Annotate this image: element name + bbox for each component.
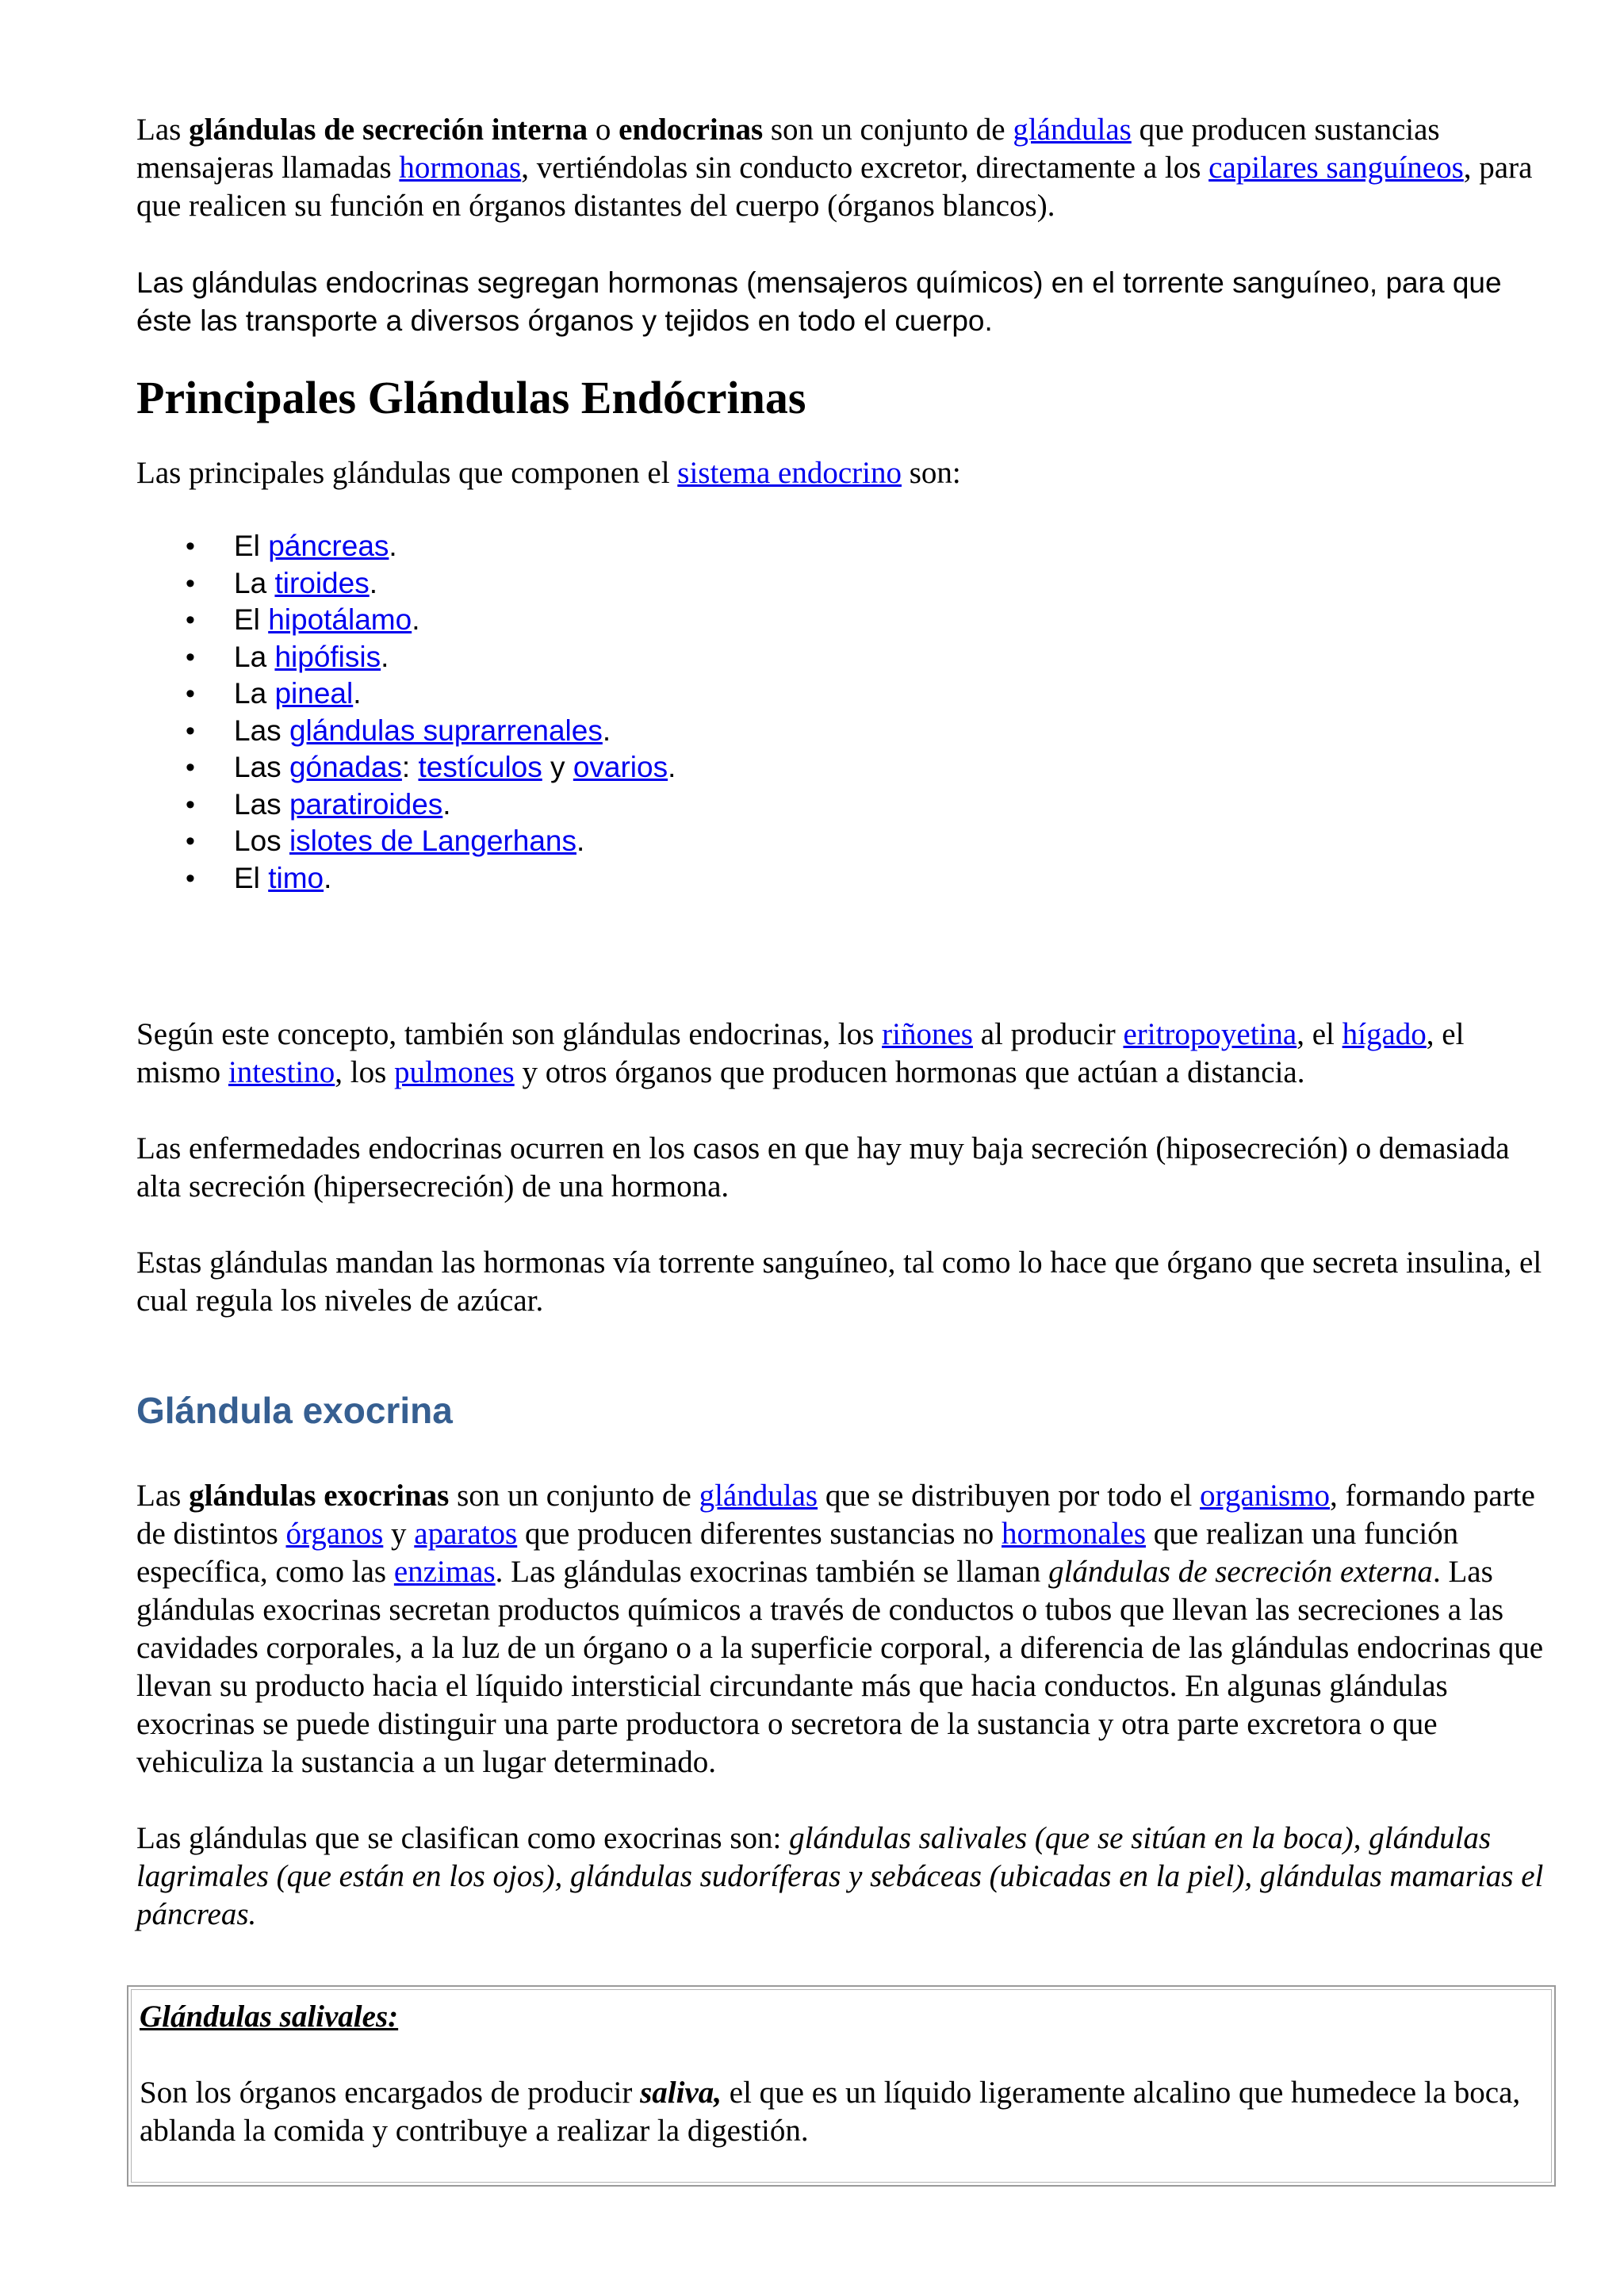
link-pulmones[interactable]: pulmones: [394, 1055, 515, 1089]
link-pancreas[interactable]: páncreas: [268, 530, 389, 562]
intro-paragraph-hormones: Las glándulas endocrinas segregan hormonas (mensajeros químicos) en el torrente sanguíneo, para que éste las transporte a diversos órganos y tejidos en todo el cuerpo.: [136, 266, 1502, 337]
link-pineal[interactable]: pineal: [274, 677, 354, 710]
bullet-icon: •: [186, 641, 195, 672]
endocrine-lead: Las principales glándulas que componen el sistema endocrino son:: [136, 456, 961, 490]
link-organismo[interactable]: organismo: [1200, 1479, 1331, 1513]
link-ovarios[interactable]: ovarios: [573, 751, 668, 783]
intro-paragraph: Las glándulas de secreción interna o endocrinas son un conjunto de glándulas que producen sustancias mensajeras llamadas hormonas, vertiéndolas sin conducto excretor, directamente a los capilares sanguíneos, para que realicen su función en órganos distantes del cuerpo (órganos blancos).: [136, 113, 1533, 223]
link-islotes-de-langerhans[interactable]: islotes de Langerhans: [289, 825, 576, 857]
list-item: • Las paratiroides.: [136, 786, 1548, 824]
link-tiroides[interactable]: tiroides: [274, 566, 370, 599]
link-hipotalamo[interactable]: hipotálamo: [268, 603, 412, 636]
link-glandulas[interactable]: glándulas: [1013, 113, 1132, 147]
section-heading-endocrine: Principales Glándulas Endócrinas: [136, 372, 806, 423]
link-capilares-sanguineos[interactable]: capilares sanguíneos: [1208, 151, 1464, 185]
link-enzimas[interactable]: enzimas: [393, 1555, 496, 1589]
link-hipofisis[interactable]: hipófisis: [274, 640, 381, 673]
link-organos[interactable]: órganos: [285, 1517, 384, 1551]
link-higado[interactable]: hígado: [1342, 1017, 1427, 1051]
link-paratiroides[interactable]: paratiroides: [289, 787, 443, 821]
bullet-icon: •: [186, 789, 195, 820]
link-glandulas[interactable]: glándulas: [699, 1479, 818, 1513]
salivary-paragraph: Son los órganos encargados de producir saliva, el que es un líquido ligeramente alcalino que humedece la boca, ablanda la comida y contribuye a realizar la digestión.: [140, 2076, 1521, 2148]
bold-term: endocrinas: [619, 113, 764, 147]
bullet-icon: •: [186, 605, 195, 635]
bullet-icon: •: [186, 826, 195, 856]
salivary-glands-box-inner: [131, 1989, 1552, 2183]
italic-gland-list: glándulas salivales (que se sitúan en la boca), glándulas lagrimales (que están en los ojos), glándulas sudoríferas y sebáceas (ubicadas en la piel), glándulas mamarias el páncreas.: [136, 1821, 1544, 1931]
list-item: • Los islotes de Langerhans.: [136, 823, 1548, 860]
bullet-icon: •: [186, 531, 195, 561]
endocrine-gland-list: [136, 528, 1548, 897]
link-hormonales[interactable]: hormonales: [1002, 1517, 1147, 1551]
italic-term: glándulas de secreción externa: [1048, 1555, 1433, 1589]
bullet-icon: •: [186, 752, 195, 783]
link-glandulas-suprarrenales[interactable]: glándulas suprarrenales: [289, 714, 603, 747]
bullet-icon: •: [186, 679, 195, 709]
link-aparatos[interactable]: aparatos: [414, 1517, 518, 1551]
bold-italic-term: saliva,: [640, 2076, 722, 2110]
bold-term: glándulas de secreción interna: [189, 113, 588, 147]
concept-paragraph: Según este concepto, también son glándulas endocrinas, los riñones al producir eritropoyetina, el hígado, el mismo intestino, los pulmones y otros órganos que producen hormonas que actúan a distancia.: [136, 1017, 1465, 1089]
disease-paragraph: Las enfermedades endocrinas ocurren en los casos en que hay muy baja secreción (hiposecreción) o demasiada alta secreción (hipersecreción) de una hormona.: [136, 1131, 1510, 1203]
list-item: • La tiroides.: [136, 565, 1548, 603]
list-item: • Las gónadas: testículos y ovarios.: [136, 749, 1548, 786]
document-content: [136, 111, 1548, 1934]
list-item: • El hipotálamo.: [136, 602, 1548, 639]
bold-term: glándulas exocrinas: [189, 1479, 450, 1513]
exocrine-paragraph: Las glándulas exocrinas son un conjunto de glándulas que se distribuyen por todo el organismo, formando parte de distintos órganos y aparatos que producen diferentes sustancias no hormonales que realizan una función específica, como las enzimas. Las glándulas exocrinas también se llaman glándulas de secreción externa. Las glándulas exocrinas secretan productos químicos a través de conductos o tubos que llevan las secreciones a las cavidades corporales, a la luz de un órgano o a la superficie corporal, a diferencia de las glándulas endocrinas que llevan su producto hacia el líquido intersticial circundante más que hacia conductos. En algunas glándulas exocrinas se puede distinguir una parte productora o secretora de la sustancia y otra parte excretora o que vehiculiza la sustancia a un lugar determinado.: [136, 1479, 1544, 1779]
link-testiculos[interactable]: testículos: [418, 751, 542, 783]
link-hormonas[interactable]: hormonas: [399, 151, 522, 185]
insulin-paragraph: Estas glándulas mandan las hormonas vía torrente sanguíneo, tal como lo hace que órgano que secreta insulina, el cual regula los niveles de azúcar.: [136, 1246, 1542, 1318]
salivary-heading: Glándulas salivales:: [140, 1999, 399, 2034]
list-item: • Las glándulas suprarrenales.: [136, 713, 1548, 750]
section-heading-exocrine: Glándula exocrina: [136, 1390, 453, 1431]
bullet-icon: •: [186, 863, 195, 894]
exocrine-classification-paragraph: Las glándulas que se clasifican como exocrinas son: glándulas salivales (que se sitúan en la boca), glándulas lagrimales (que están en los ojos), glándulas sudoríferas y sebáceas (ubicadas en la piel), glándulas mamarias el páncreas.: [136, 1821, 1544, 1931]
list-item: • La pineal.: [136, 675, 1548, 713]
link-timo[interactable]: timo: [268, 861, 324, 894]
bullet-icon: •: [186, 568, 195, 599]
list-item: • El páncreas.: [136, 528, 1548, 565]
link-sistema-endocrino[interactable]: sistema endocrino: [677, 456, 902, 490]
link-eritropoyetina[interactable]: eritropoyetina: [1123, 1017, 1297, 1051]
list-item: • La hipófisis.: [136, 639, 1548, 676]
bullet-icon: •: [186, 715, 195, 746]
link-rinones[interactable]: riñones: [882, 1017, 973, 1051]
link-gonadas[interactable]: gónadas: [289, 751, 402, 783]
link-intestino[interactable]: intestino: [228, 1055, 335, 1089]
list-item: • El timo.: [136, 860, 1548, 897]
salivary-glands-box: [127, 1985, 1556, 2187]
